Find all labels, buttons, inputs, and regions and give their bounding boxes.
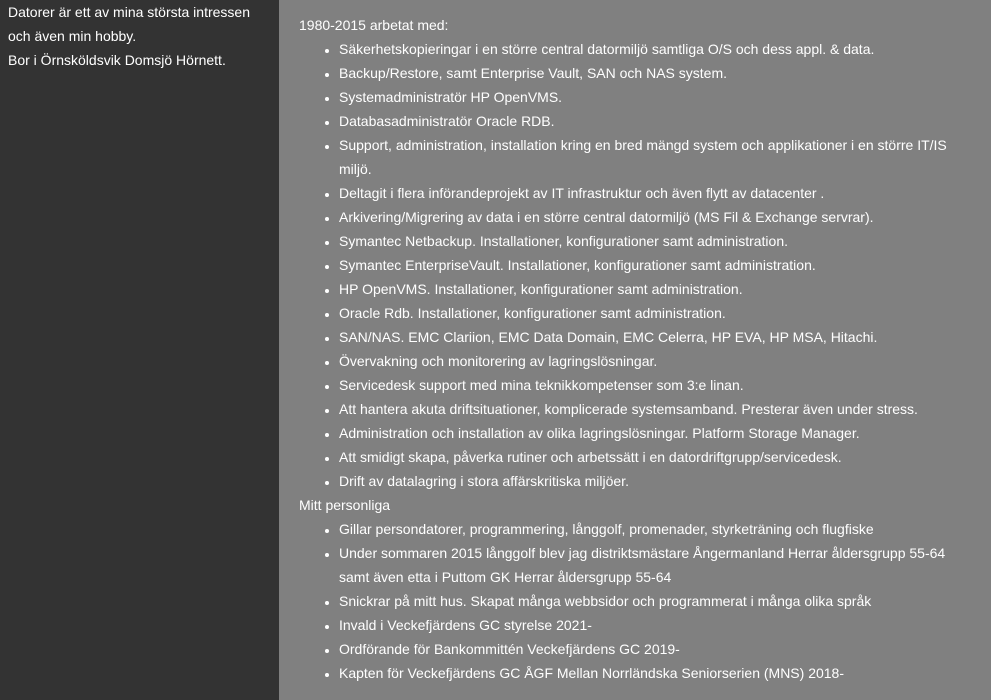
list-item: • Under sommaren 2015 långgolf blev jag distriktsmästare Ångermanland Herrar åldersgrupp 55-64 samt även etta i Puttom GK Herrar åldersgrupp 55-64 <box>339 541 979 589</box>
list-item: • Drift av datalagring i stora affärskritiska miljöer. <box>339 469 979 493</box>
list-item: • Säkerhetskopieringar i en större central datormiljö samtliga O/S och dess appl. & data. <box>339 37 979 61</box>
list-item: • Övervakning och monitorering av lagringslösningar. <box>339 349 979 373</box>
section-list <box>299 37 979 493</box>
intro-line: Datorer är ett av mina största intressen <box>8 4 250 20</box>
content-body <box>299 13 979 685</box>
list-item: • HP OpenVMS. Installationer, konfigurationer samt administration. <box>339 277 979 301</box>
list-item: • Invald i Veckefjärdens GC styrelse 2021- <box>339 613 979 637</box>
intro-line: Bor i Örnsköldsvik Domsjö Hörnett. <box>8 52 226 68</box>
intro-line: och även min hobby. <box>8 28 137 44</box>
list-item: • Administration och installation av olika lagringslösningar. Platform Storage Manager. <box>339 421 979 445</box>
list-item: • Servicedesk support med mina teknikkompetenser som 3:e linan. <box>339 373 979 397</box>
main-content <box>279 0 991 700</box>
sidebar <box>0 0 279 700</box>
list-item: • Symantec Netbackup. Installationer, konfigurationer samt administration. <box>339 229 979 253</box>
list-item: • Backup/Restore, samt Enterprise Vault, SAN och NAS system. <box>339 61 979 85</box>
list-item: • Support, administration, installation kring en bred mängd system och applikationer i en större IT/IS miljö. <box>339 133 979 181</box>
list-item: • Att hantera akuta driftsituationer, komplicerade systemsamband. Presterar även under stress. <box>339 397 979 421</box>
section-list <box>299 517 979 685</box>
section-title: Mitt personliga <box>299 497 391 513</box>
list-item: • Symantec EnterpriseVault. Installationer, konfigurationer samt administration. <box>339 253 979 277</box>
list-item: • Deltagit i flera införandeprojekt av IT infrastruktur och även flytt av datacenter . <box>339 181 979 205</box>
list-item: • Ordförande för Bankommittén Veckefjärdens GC 2019- <box>339 637 979 661</box>
list-item: • Systemadministratör HP OpenVMS. <box>339 85 979 109</box>
list-item: • Databasadministratör Oracle RDB. <box>339 109 979 133</box>
list-item: • Arkivering/Migrering av data i en större central datormiljö (MS Fil & Exchange servrar). <box>339 205 979 229</box>
sidebar-intro <box>8 0 250 72</box>
list-item: • Oracle Rdb. Installationer, konfigurationer samt administration. <box>339 301 979 325</box>
list-item: • Att smidigt skapa, påverka rutiner och arbetssätt i en datordriftgrupp/servicedesk. <box>339 445 979 469</box>
list-item: • Kapten för Veckefjärdens GC ÅGF Mellan Norrländska Seniorserien (MNS) 2018- <box>339 661 979 685</box>
list-item: • Snickrar på mitt hus. Skapat många webbsidor och programmerat i många olika språk <box>339 589 979 613</box>
list-item: • Gillar persondatorer, programmering, långgolf, promenader, styrketräning och flugfiske <box>339 517 979 541</box>
section-title: 1980-2015 arbetat med: <box>299 17 449 33</box>
list-item: • SAN/NAS. EMC Clariion, EMC Data Domain, EMC Celerra, HP EVA, HP MSA, Hitachi. <box>339 325 979 349</box>
